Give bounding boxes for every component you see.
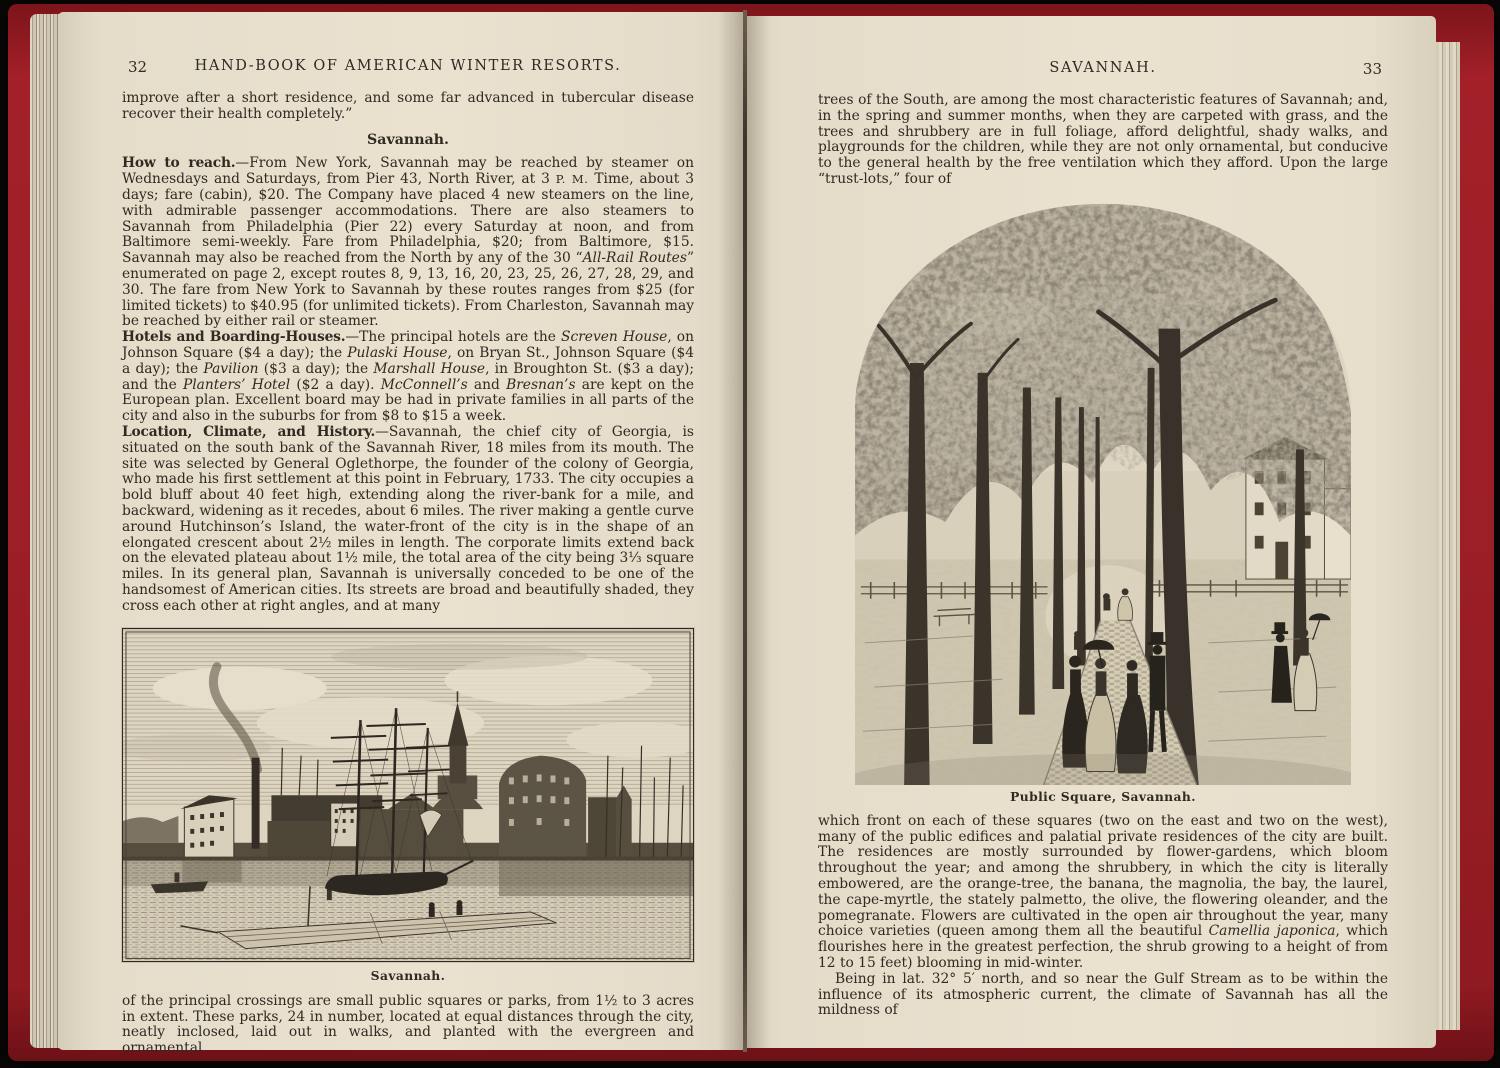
paragraph-location: Location, Climate, and History.—Savannah, the chief city of Georgia, is situated on the south bank of the Savannah River, 18 miles from its mouth. The site was selected by General Oglethorpe, the founder of the colony of Georgia, who made his first settlement at this point in February, 1733. The city occupies a bold bluff about 40 feet high, extending along the river-bank for a mile, and backward, widening as it recedes, about 6 miles. The river making a gentle curve around Hutchinson’s Island, the water-front of the city is in the shape of an elongated crescent about 2½ miles in length. The corporate limits extend back on the elevated plateau about 1½ mile, the total area of the city being 3⅓ square miles. In its general plan, Savannah is universally conceded to be one of the handsomest of American cities. Its streets are broad and beautifully shaded, they cross each other at right angles, and at many <box>122 423 694 614</box>
right-page <box>746 16 1436 1048</box>
running-head-right <box>818 60 1388 76</box>
closing-paragraph-right: Being in lat. 32° 5′ north, and so near the Gulf Stream as to be within the influence of its atmospheric current, the climate of Savannah has all the mildness of <box>818 970 1388 1019</box>
closing-paragraph-left: of the principal crossings are small public squares or parks, from 1½ to 3 acres in extent. These parks, 24 in number, located at equal distances through the city, neatly inclosed, laid out in walks, and planted with the evergreen and ornamental <box>122 992 694 1057</box>
left-page <box>58 12 746 1057</box>
body-paragraph-right: which front on each of these squares (two on the east and two on the west), many of the public edifices and palatial private residences of the city are built. The residences are mostly surrounded by flower-gardens, which bloom throughout the year; and among the shrubbery, in which the city is literally embowered, are the orange-tree, the banana, the magnolia, the bay, the laurel, the cape-myrtle, the stately palmetto, the olive, the flowering oleander, and the pomegranate. Flowers are cultivated in the open air throughout the year, many choice varieties (queen among them all the beautiful Camellia japonica, which flourishes here in the greatest perfection, the shrub growing to a height of from 12 to 15 feet) blooming in mid-winter. <box>818 812 1388 972</box>
page-edges-right <box>1432 42 1460 1030</box>
page-number-right: 33 <box>1362 60 1382 78</box>
section-heading: Savannah. <box>367 131 449 148</box>
running-title-left: HAND-BOOK OF AMERICAN WINTER RESORTS. <box>194 58 622 74</box>
running-title-right: SAVANNAH. <box>1049 60 1157 76</box>
savannah-harbor-engraving <box>122 628 694 963</box>
public-square-caption: Public Square, Savannah. <box>1010 789 1196 805</box>
page-number-left: 32 <box>128 58 148 76</box>
book-spine-gutter <box>743 10 747 1052</box>
top-paragraph-right: trees of the South, are among the most characteristic features of Savannah; and, in the spring and summer months, when they are carpeted with grass, and the trees and shrubbery are in full foliage, afford delightful, shady walks, and playgrounds for the children, while they are not only ornamental, but conducive to the general health by the free ventilation which they afford. Upon the large “trust-lots,” four of <box>818 92 1388 187</box>
paragraph-hotels: Hotels and Boarding-Houses.—The principal hotels are the Screven House, on Johnson Square ($4 a day); the Pulaski House, on Bryan St., Johnson Square ($4 a day); the Pavilion ($3 a day); the Marshall House, in Broughton St. ($3 a day); and the Planters’ Hotel ($2 a day). McConnell’s and Bresnan’s are kept on the European plan. Excellent board may be had in private families in all parts of the city and also in the suburbs for from $8 to $15 a week. <box>122 329 695 425</box>
paragraph-how-to-reach: How to reach.—From New York, Savannah may be reached by steamer on Wednesdays and Saturdays, from Pier 43, North River, at 3 P. M. Time, about 3 days; fare (cabin), $20. The Company have placed 4 new steamers on the line, with admirable passenger accommodations. There are also steamers to Savannah from Philadelphia (Pier 22) every Saturday at noon, and from Baltimore semi-weekly. Fare from Philadelphia, $20; from Baltimore, $15. Savannah may also be reached from the North by any of the 30 “All-Rail Routes” enumerated on page 2, except routes 8, 9, 13, 16, 20, 23, 25, 26, 27, 28, 29, and 30. The fare from New York to Savannah by these routes ranges from $25 (for limited tickets) to $40.95 (for unlimited tickets). From Charleston, Savannah may be reached by either rail or steamer. <box>122 155 695 330</box>
harbor-engraving-caption: Savannah. <box>370 968 446 983</box>
public-square-engraving <box>855 196 1351 785</box>
continuation-paragraph: improve after a short residence, and some far advanced in tubercular disease recover their health completely.” <box>122 90 694 122</box>
running-head-left <box>122 58 694 74</box>
